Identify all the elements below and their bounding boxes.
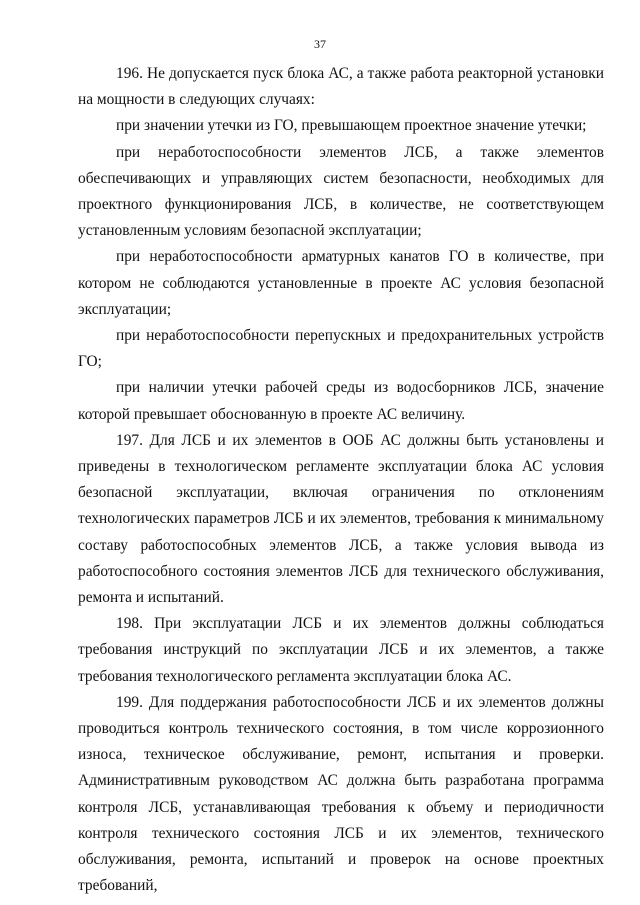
paragraph-196: 196. Не допускается пуск блока АС, а также работа реакторной установки на мощности в следующих случаях: bbox=[78, 65, 604, 109]
document-body bbox=[78, 61, 604, 900]
paragraph-lsb-inoperability: при неработоспособности элементов ЛСБ, а также элементов обеспечивающих и управляющих систем безопасности, необходимых для проектного функционирования ЛСБ, в количестве, не соответствующем установленным условиям безопасной эксплуатации; bbox=[78, 143, 604, 240]
paragraph-relief-devices: при неработоспособности перепускных и предохранительных устройств ГО; bbox=[78, 327, 604, 371]
paragraph-sump-leak: при наличии утечки рабочей среды из водосборников ЛСБ, значение которой превышает обоснованную в проекте АС величину. bbox=[78, 379, 604, 423]
paragraph-tendons: при неработоспособности арматурных канатов ГО в количестве, при котором не соблюдаются установленные в проекте АС условия безопасной эксплуатации; bbox=[78, 248, 604, 318]
paragraph-199: 199. Для поддержания работоспособности ЛСБ и их элементов должны проводиться контроль технического состояния, в том числе коррозионного износа, техническое обслуживание, ремонт, испытания и проверки. Административным руководством АС должна быть разработана программа контроля ЛСБ, устанавливающая требования к объему и периодичности контроля технического состояния ЛСБ и их элементов, технического обслуживания, ремонта, испытаний и проверок на основе проектных требований, bbox=[78, 693, 604, 895]
paragraph-197: 197. Для ЛСБ и их элементов в ООБ АС должны быть установлены и приведены в технологическом регламенте эксплуатации блока АС условия безопасной эксплуатации, включая ограничения по отклонениям технологических параметров ЛСБ и их элементов, требования к минимальному составу работоспособных элементов ЛСБ, а также условия вывода из работоспособного состояния элементов ЛСБ для технического обслуживания, ремонта и испытаний. bbox=[78, 431, 604, 607]
page-number: 37 bbox=[314, 37, 326, 51]
paragraph-198: 198. При эксплуатации ЛСБ и их элементов должны соблюдаться требования инструкций по эксплуатации ЛСБ и их элементов, а также требования технологического регламента эксплуатации блока АС. bbox=[78, 615, 604, 685]
paragraph-gо-leak: при значении утечки из ГО, превышающем проектное значение утечки; bbox=[116, 117, 587, 135]
